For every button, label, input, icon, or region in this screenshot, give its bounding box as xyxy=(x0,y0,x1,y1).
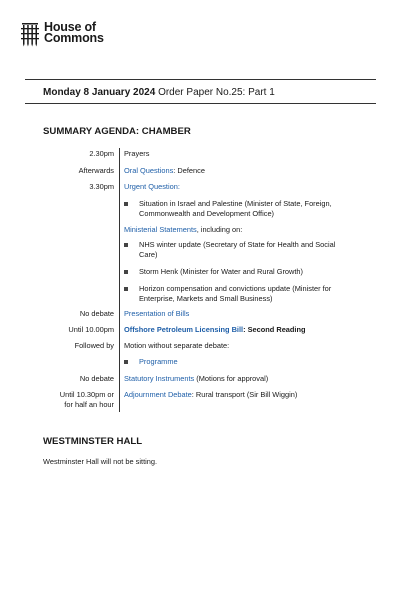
agenda-item-statutory-instruments xyxy=(124,374,268,384)
agenda-bullet-nhs xyxy=(139,240,359,260)
logo-line-1: House of xyxy=(44,20,96,34)
agenda-item-prayers: Prayers xyxy=(124,149,150,158)
bullet-line: Care) xyxy=(139,250,158,259)
agenda-bullet-horizon xyxy=(139,284,359,304)
agenda-time xyxy=(60,390,114,410)
time-line: Until 10.30pm or xyxy=(59,390,114,399)
summary-agenda-heading: SUMMARY AGENDA: CHAMBER xyxy=(43,126,191,137)
agenda-time: 2.30pm xyxy=(89,149,114,158)
bullet-square-icon xyxy=(124,243,128,247)
statutory-instruments-link[interactable]: Statutory Instruments xyxy=(124,374,195,383)
ministerial-statements-suffix: , including on: xyxy=(196,225,243,234)
offshore-petroleum-bill-link[interactable]: Offshore Petroleum Licensing Bill xyxy=(124,325,244,334)
page-title xyxy=(43,87,275,98)
agenda-time: Until 10.00pm xyxy=(68,325,114,334)
adjournment-debate-subject: : Rural transport (Sir Bill Wiggin) xyxy=(191,390,298,399)
urgent-question-link[interactable]: Urgent Question: xyxy=(124,182,180,191)
agenda-item-motion: Motion without separate debate: xyxy=(124,341,230,350)
logo-line-2: Commons xyxy=(44,31,104,45)
agenda-divider xyxy=(119,148,120,412)
agenda-time: 3.30pm xyxy=(89,182,114,191)
title-top-rule xyxy=(25,79,376,80)
title-bottom-rule xyxy=(25,103,376,104)
agenda-item-urgent-question xyxy=(124,182,180,192)
portcullis-icon xyxy=(20,23,40,47)
agenda-time: No debate xyxy=(79,374,114,383)
westminster-hall-status: Westminster Hall will not be sitting. xyxy=(43,457,158,466)
agenda-bullet-programme xyxy=(139,357,359,367)
bullet-line: Commonwealth and Development Office) xyxy=(139,209,275,218)
logo-wordmark xyxy=(44,22,104,44)
agenda-bullet-storm-henk: Storm Henk (Minister for Water and Rural Growth) xyxy=(139,267,304,276)
bullet-line: Enterprise, Markets and Small Business) xyxy=(139,294,273,303)
bullet-square-icon xyxy=(124,270,128,274)
bullet-line: NHS winter update (Secretary of State for Health and Social xyxy=(139,240,336,249)
presentation-of-bills-link[interactable]: Presentation of Bills xyxy=(124,309,190,318)
agenda-time: Afterwards xyxy=(78,166,114,175)
agenda-item-oral-questions xyxy=(124,166,205,176)
oral-questions-link[interactable]: Oral Questions xyxy=(124,166,174,175)
bullet-square-icon xyxy=(124,202,128,206)
oral-questions-subject: : Defence xyxy=(173,166,205,175)
agenda-item-offshore-petroleum xyxy=(124,325,306,335)
bullet-square-icon xyxy=(124,287,128,291)
agenda-time: No debate xyxy=(79,309,114,318)
bullet-square-icon xyxy=(124,360,128,364)
title-rest: Order Paper No.25: Part 1 xyxy=(158,87,275,98)
time-line: for half an hour xyxy=(64,400,114,409)
statutory-instruments-suffix: (Motions for approval) xyxy=(194,374,269,383)
agenda-item-adjournment-debate xyxy=(124,390,297,400)
agenda-item-ministerial-statements xyxy=(124,225,242,235)
title-date: Monday 8 January 2024 xyxy=(43,87,156,98)
westminster-hall-heading: WESTMINSTER HALL xyxy=(43,436,143,447)
programme-link[interactable]: Programme xyxy=(139,357,178,366)
agenda-time: Followed by xyxy=(74,341,114,350)
adjournment-debate-link[interactable]: Adjournment Debate xyxy=(124,390,192,399)
agenda-bullet-israel xyxy=(139,199,359,219)
house-of-commons-logo xyxy=(20,22,104,47)
bullet-line: Horizon compensation and convictions update (Minister for xyxy=(139,284,332,293)
ministerial-statements-link[interactable]: Ministerial Statements xyxy=(124,225,197,234)
bullet-line: Situation in Israel and Palestine (Minister of State, Foreign, xyxy=(139,199,332,208)
second-reading-label: : Second Reading xyxy=(243,325,306,334)
agenda-item-presentation-of-bills xyxy=(124,309,189,319)
